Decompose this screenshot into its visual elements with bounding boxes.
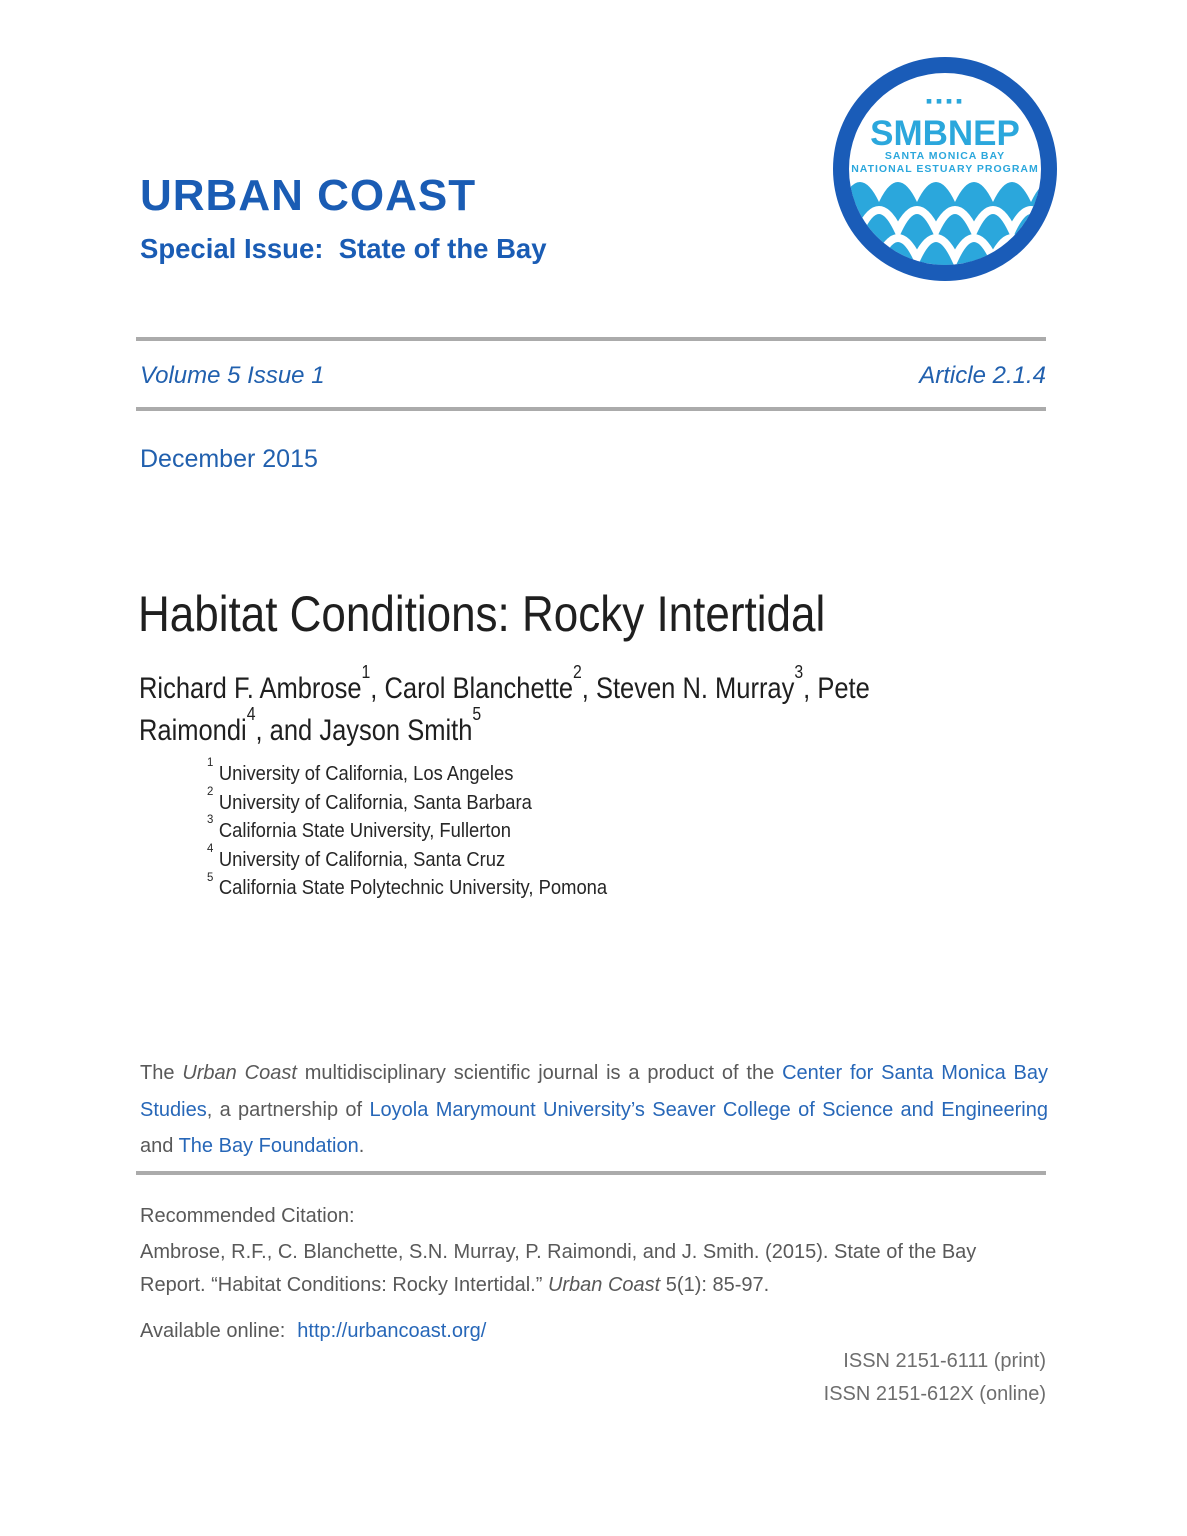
note-text: and — [140, 1135, 179, 1157]
smbnep-logo — [833, 57, 1057, 281]
divider-top — [136, 337, 1046, 341]
author-name: Raimondi — [139, 714, 247, 747]
logo-acronym: SMBNEP — [870, 114, 1020, 153]
affiliation-superscript: 5 — [207, 869, 214, 884]
affiliation-name: California State Polytechnic University, Pomona — [218, 877, 608, 900]
issue-date: December 2015 — [140, 445, 318, 473]
special-issue-subtitle: Special Issue: State of the Bay — [140, 233, 547, 264]
article-number-label: Article 2.1.4 — [919, 362, 1046, 389]
divider-mid — [136, 407, 1046, 411]
affiliation-item — [207, 755, 607, 789]
link-lmu-seaver-college[interactable]: Loyola Marymount University’s Seaver College of Science and Engineering — [369, 1098, 1048, 1121]
affiliation-superscript: 1 — [207, 755, 214, 770]
author-superscript: 3 — [794, 660, 804, 682]
logo-line1: SANTA MONICA BAY — [884, 150, 1006, 162]
author-name: , Carol Blanchette — [370, 672, 574, 705]
author-name: , Pete — [803, 672, 870, 705]
author-superscript: 1 — [361, 660, 371, 682]
journal-title: URBAN COAST — [140, 171, 477, 220]
issn-online: ISSN 2151-612X (online) — [823, 1382, 1046, 1405]
citation-text — [140, 1236, 1060, 1302]
citation-line-2: Report. “Habitat Conditions: Rocky Intertidal.” — [140, 1274, 548, 1296]
recommended-citation-label: Recommended Citation: — [140, 1205, 355, 1227]
author-superscript: 2 — [573, 660, 582, 682]
affiliation-superscript: 2 — [207, 783, 214, 798]
note-text: , a partnership of — [206, 1098, 370, 1121]
journal-name-italic: Urban Coast — [182, 1062, 297, 1084]
affiliation-name: University of California, Los Angeles — [218, 763, 514, 785]
issn-block — [824, 1345, 1046, 1410]
citation-pages: 5(1): 85-97. — [660, 1274, 770, 1296]
author-name: , Steven N. Murray — [581, 672, 795, 705]
affiliation-superscript: 4 — [207, 840, 214, 855]
author-superscript: 4 — [246, 702, 256, 724]
divider-bottom — [136, 1171, 1046, 1175]
issue-meta-row — [140, 359, 1046, 393]
volume-issue-label: Volume 5 Issue 1 — [140, 362, 325, 389]
author-name: , and Jayson Smith — [255, 714, 473, 747]
affiliation-item — [207, 840, 607, 875]
affiliation-list — [207, 755, 642, 903]
journal-name-italic: Urban Coast — [547, 1274, 661, 1296]
affiliation-item — [207, 783, 607, 818]
note-text: . — [358, 1135, 365, 1157]
affiliation-name: University of California, Santa Barbara — [218, 791, 532, 814]
logo-line2: NATIONAL ESTUARY PROGRAM — [851, 163, 1039, 175]
author-superscript: 5 — [472, 702, 482, 724]
authors-line-2 — [139, 702, 870, 752]
author-list — [139, 660, 999, 752]
issn-print: ISSN 2151-6111 (print) — [843, 1350, 1046, 1372]
urbancoast-url-link[interactable]: http://urbancoast.org/ — [297, 1320, 487, 1342]
link-center-santa-monica-bay-studies[interactable]: Center for Santa Monica Bay Studies — [140, 1062, 1049, 1121]
author-name: Richard F. Ambrose — [139, 672, 362, 705]
journal-note-paragraph — [140, 1055, 1048, 1165]
affiliation-name: University of California, Santa Cruz — [218, 848, 506, 871]
note-text: The — [140, 1062, 183, 1084]
affiliation-item — [207, 869, 608, 903]
available-online-row — [140, 1318, 486, 1344]
affiliation-item — [207, 812, 607, 846]
smbnep-logo-image — [833, 57, 1057, 281]
available-online-label: Available online: — [140, 1320, 286, 1342]
affiliation-superscript: 3 — [207, 812, 214, 827]
link-the-bay-foundation[interactable]: The Bay Foundation — [178, 1135, 359, 1157]
affiliation-name: California State University, Fullerton — [218, 820, 512, 843]
article-title: Habitat Conditions: Rocky Intertidal — [138, 586, 826, 642]
citation-line-1: Ambrose, R.F., C. Blanchette, S.N. Murray, P. Raimondi, and J. Smith. (2015). State of the Bay — [140, 1241, 977, 1263]
note-text: multidisciplinary scientific journal is a product of the — [296, 1062, 783, 1084]
